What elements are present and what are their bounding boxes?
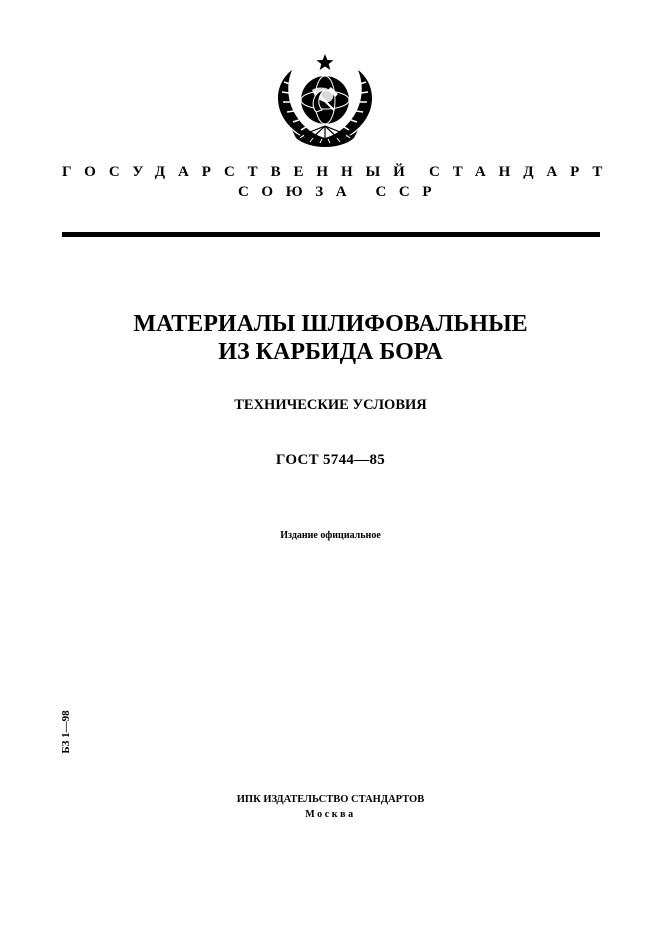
document-title [0, 310, 661, 366]
header-divider [62, 232, 600, 237]
header-line-2: СОЮЗА ССР [238, 184, 445, 200]
header-word-standard: СТАНДАРТ [429, 164, 616, 180]
title-line-2: ИЗ КАРБИДА БОРА [218, 339, 443, 365]
publisher-city: Москва [305, 809, 356, 820]
publisher-name: ИПК ИЗДАТЕЛЬСТВО СТАНДАРТОВ [236, 794, 425, 805]
edition-note: Издание официальное [280, 530, 381, 541]
ussr-state-emblem-icon [270, 52, 380, 152]
side-code-text: БЗ 1—98 [60, 710, 72, 754]
document-subtitle: ТЕХНИЧЕСКИЕ УСЛОВИЯ [234, 397, 427, 413]
title-line-1: МАТЕРИАЛЫ ШЛИФОВАЛЬНЫЕ [133, 311, 528, 337]
gost-number: ГОСТ 5744—85 [275, 452, 386, 468]
header-word-state: ГОСУДАРСТВЕННЫЙ [62, 164, 418, 180]
side-code [58, 706, 74, 758]
